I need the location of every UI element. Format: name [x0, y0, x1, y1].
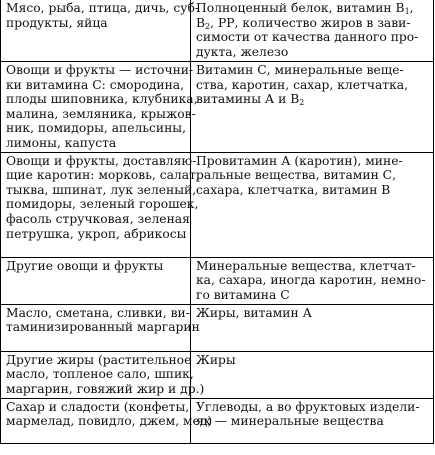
food-group-cell	[1, 398, 213, 443]
nutrients-cell	[191, 152, 434, 257]
cell-line: Провитамин А (каротин), мине-	[196, 153, 403, 168]
cell-line: Сахар и сладости (конфеты,	[6, 399, 190, 414]
cell-line: мармелад, повидло, джем, мед)	[6, 414, 213, 429]
cell-line	[196, 1, 430, 16]
table-row	[1, 0, 434, 62]
cell-line	[196, 92, 430, 107]
food-group-cell	[1, 304, 200, 351]
food-group-cell	[1, 0, 200, 62]
cell-line: Витамин С, минеральные веще-	[196, 63, 404, 77]
cell-line: Другие овощи и фрукты	[6, 258, 164, 273]
nutrients-cell	[191, 257, 434, 304]
nutrients-cell	[191, 0, 434, 62]
table-row	[1, 152, 434, 257]
cell-line: го витамина С	[196, 287, 290, 302]
cell-text: ,	[409, 1, 414, 15]
cell-line: ки витамина С: смородина,	[6, 77, 185, 92]
nutrients-cell	[191, 62, 434, 153]
cell-line	[196, 16, 430, 31]
food-group-cell	[1, 152, 200, 257]
cell-line: Масло, сметана, сливки, ви-	[6, 305, 190, 320]
cell-text: В	[196, 15, 206, 30]
cell-line: симости от качества данного про-	[196, 30, 419, 45]
table-row	[1, 62, 434, 153]
cell-line: маргарин, говяжий жир и др.)	[6, 381, 205, 396]
cell-line: лимоны, капуста	[6, 135, 117, 150]
cell-line: ка, сахара, иногда каротин, немно-	[196, 273, 426, 288]
cell-line: Овощи и фрукты, доставляю-	[6, 153, 197, 168]
nutrients-cell	[191, 304, 434, 351]
cell-line: продукты, яйца	[6, 15, 108, 30]
cell-line: масло, топленое сало, шпик,	[6, 367, 194, 382]
cell-line: плоды шиповника, клубника,	[6, 92, 198, 107]
cell-line: Жиры	[196, 352, 236, 367]
cell-text: Полноценный белок, витамин В	[196, 1, 405, 15]
table-row	[1, 257, 434, 304]
cell-line: Минеральные вещества, клетчат-	[196, 258, 416, 273]
food-group-cell	[1, 351, 205, 398]
cell-line: петрушка, укроп, абрикосы	[6, 226, 187, 241]
cell-line: ях — минеральные вещества	[196, 414, 384, 429]
cell-line: тыква, шпинат, лук зеленый,	[6, 182, 197, 197]
cell-line: помидоры, зеленый горошек,	[6, 197, 199, 212]
cell-line: Углеводы, а во фруктовых издели-	[196, 399, 420, 414]
cell-line: Другие жиры (растительное	[6, 352, 192, 367]
cell-text: витамины А и В	[196, 92, 300, 107]
cell-line: малина, земляника, крыжов-	[6, 106, 196, 121]
subscript: 1	[404, 7, 410, 16]
cell-line: щие каротин: морковь, салат,	[6, 168, 200, 183]
cell-line: таминизированный маргарин	[6, 320, 200, 335]
cell-line: дукта, железо	[196, 44, 289, 59]
table-row	[1, 304, 434, 351]
nutrients-cell	[191, 351, 434, 398]
cell-text: , РР, количество жиров в зави-	[210, 15, 411, 30]
nutrients-cell	[191, 398, 434, 443]
subscript: 2	[299, 98, 305, 108]
table-row	[1, 398, 434, 443]
cell-line: ства, каротин, сахар, клетчатка,	[196, 77, 409, 92]
cell-line: ник, помидоры, апельсины,	[6, 121, 186, 136]
food-group-cell	[1, 257, 191, 304]
cell-line: Жиры, витамин А	[196, 305, 312, 320]
cell-line: ральные вещества, витамин С,	[196, 168, 396, 183]
food-group-cell	[1, 62, 198, 153]
cell-line: сахара, клетчатка, витамин В	[196, 182, 391, 197]
cell-line: фасоль стручковая, зеленая	[6, 211, 190, 226]
cell-line: Овощи и фрукты — источни-	[6, 63, 194, 77]
subscript: 2	[205, 21, 211, 31]
cell-line: Мясо, рыба, птица, дичь, суб-	[6, 1, 200, 15]
table-row	[1, 351, 434, 398]
